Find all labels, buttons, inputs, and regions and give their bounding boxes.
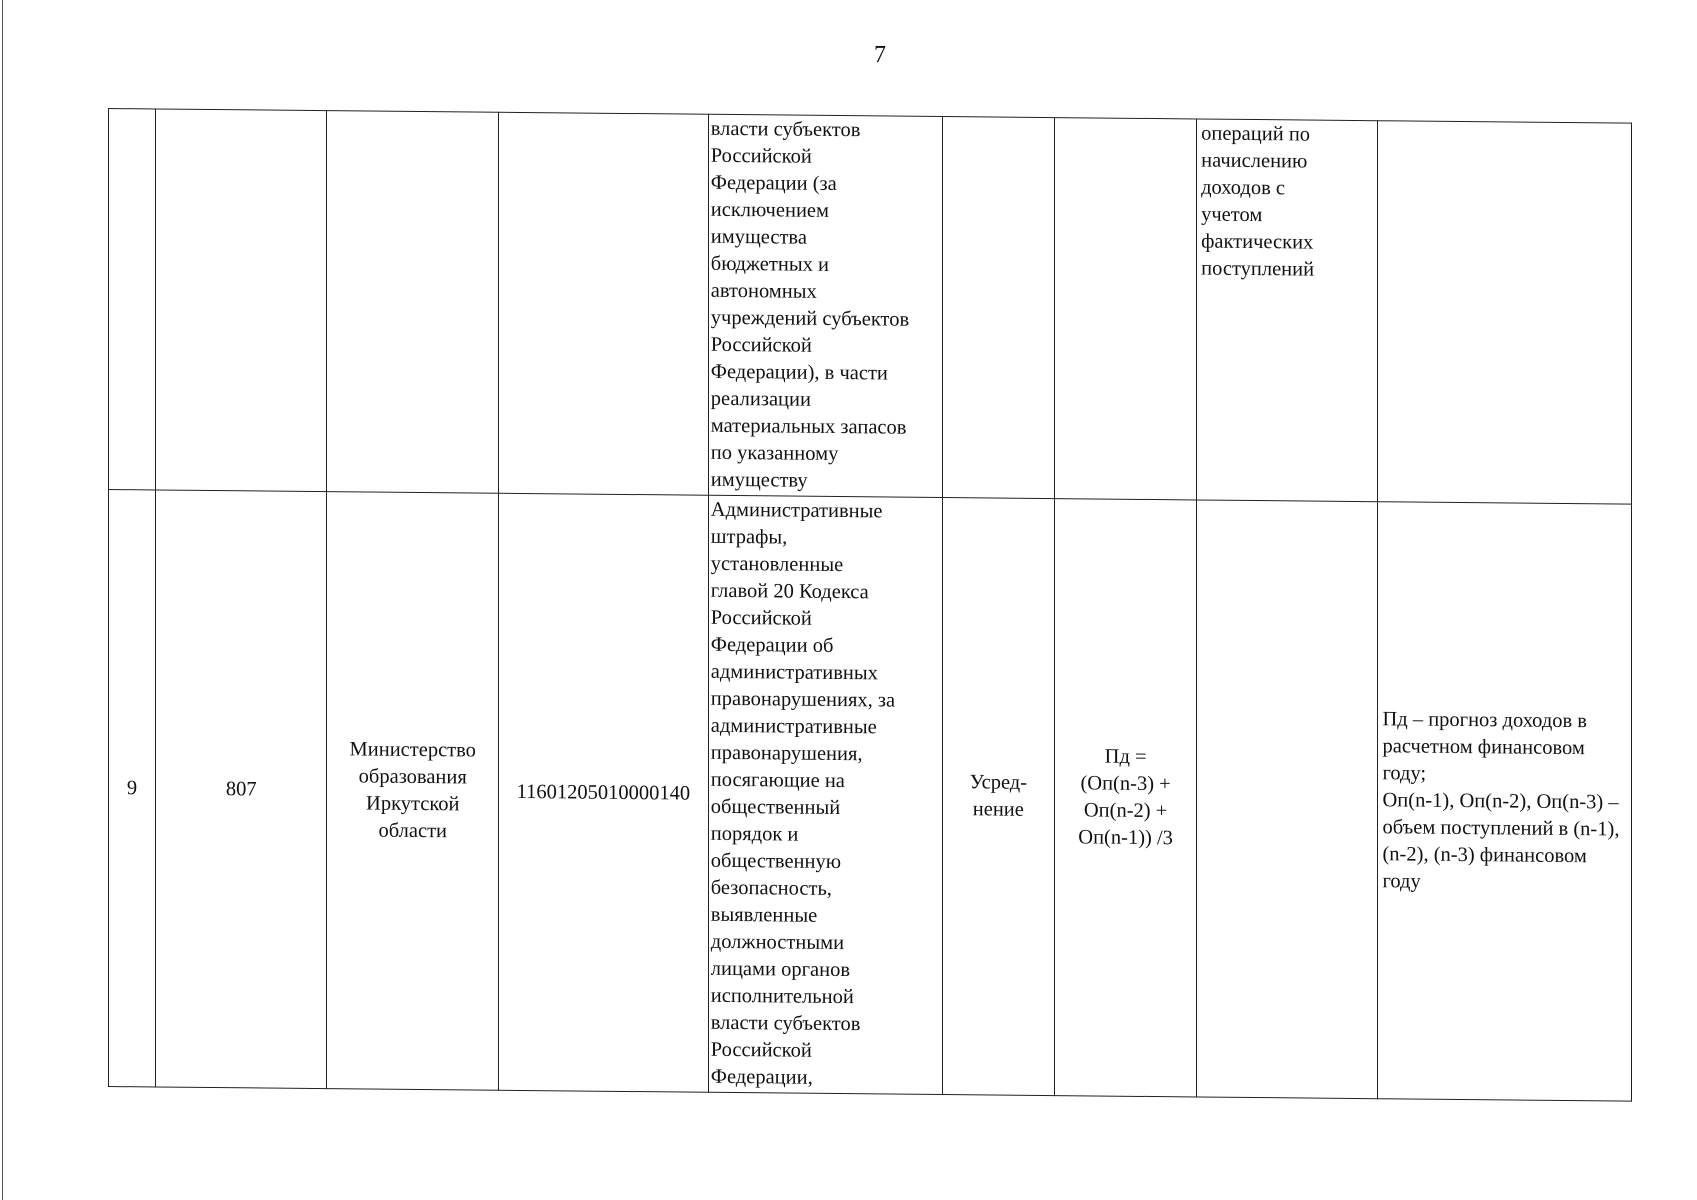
cell-description: Административные штрафы, установленные главой 20 Кодекса Российской Федерации об административных правонарушениях, за административные правонарушения, посягающие на общественный порядок и общественную безопасность, выявленные должностными лицами органов исполнительной власти субъектов Российской Федерации, [708, 495, 942, 1094]
cell-admin-code: 807 [155, 490, 327, 1089]
cell-legend: Пд – прогноз доходов в расчетном финансовом году; Оп(n-1), Оп(n-2), Оп(n-3) – объем поступлений в (n-1), (n-2), (n-3) финансовом году [1378, 502, 1632, 1101]
cell-legend [1378, 121, 1632, 504]
cell-formula [1055, 118, 1197, 500]
cell-method [942, 117, 1055, 499]
table-row [109, 109, 1632, 505]
cell-num [109, 109, 156, 490]
cell-kbk [499, 112, 709, 495]
cell-note: операций по начислению доходов с учетом фактических поступлений [1197, 119, 1378, 502]
cell-org [327, 111, 499, 494]
page-number: 7 [874, 42, 886, 68]
cell-kbk: 11601205010000140 [499, 493, 709, 1092]
revenue-forecast-table [108, 108, 1632, 1102]
cell-org: Министерство образования Иркутской области [327, 492, 499, 1091]
cell-formula: Пд = (Оп(n-3) + Оп(n-2) + Оп(n-1)) /3 [1055, 499, 1197, 1097]
cell-admin-code [155, 109, 327, 492]
page-edge [2, 0, 3, 1200]
table-row [109, 490, 1632, 1102]
cell-description: власти субъектов Российской Федерации (за исключением имущества бюджетных и автономных учреждений субъектов Российской Федерации), в части реализации материальных запасов по указанному имуществу [708, 114, 942, 497]
cell-num: 9 [109, 490, 156, 1087]
cell-method: Усред- нение [942, 498, 1055, 1096]
cell-note [1197, 500, 1378, 1099]
